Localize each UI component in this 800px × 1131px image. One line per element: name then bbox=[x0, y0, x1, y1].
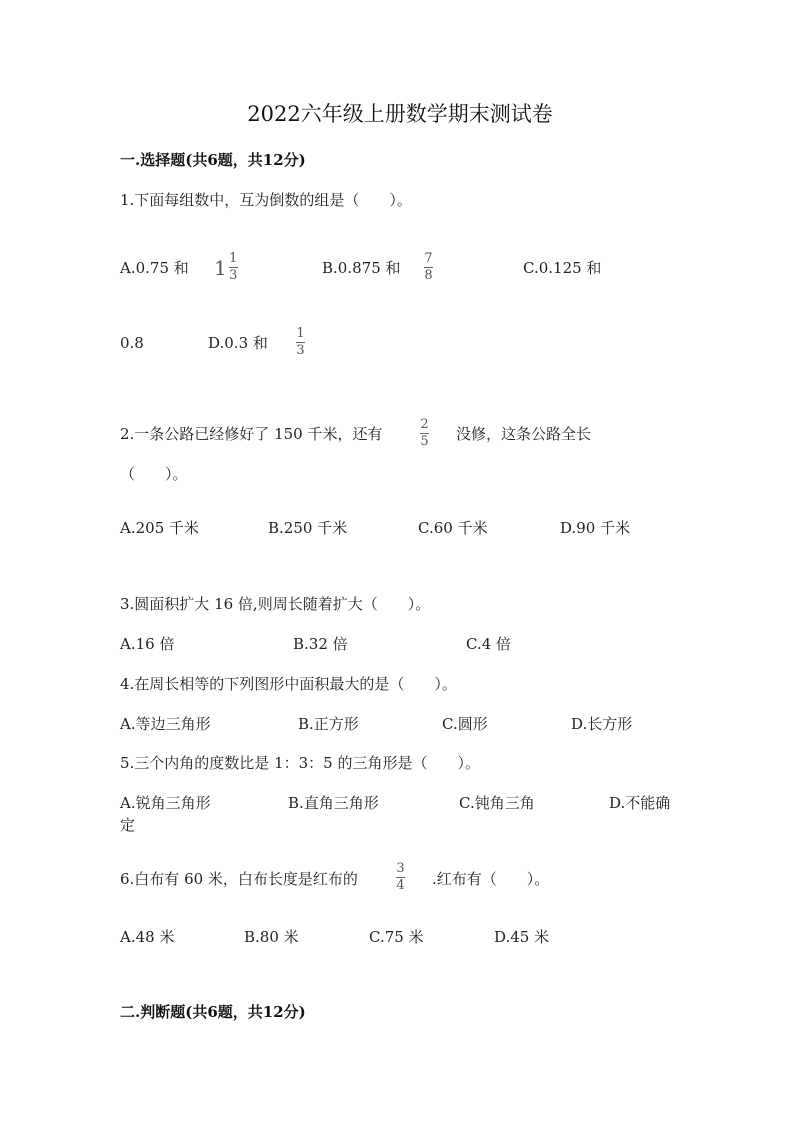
q6-option-d: D.45 米 bbox=[494, 928, 550, 946]
q6-option-c: C.75 米 bbox=[369, 928, 424, 946]
q5-option-b: B.直角三角形 bbox=[288, 794, 379, 812]
question-1-stem: 1.下面每组数中，互为倒数的组是（ ）。 bbox=[120, 191, 412, 209]
q4-option-a: A.等边三角形 bbox=[120, 715, 211, 733]
q3-option-b: B.32 倍 bbox=[293, 635, 348, 653]
numerator: 1 bbox=[296, 326, 305, 341]
denominator: 8 bbox=[424, 268, 433, 283]
question-6-stem-after: .红布有（ ）。 bbox=[432, 870, 550, 888]
q1-option-c: C.0.125 和 bbox=[523, 259, 602, 277]
question-6-stem: 6.白布有 60 米，白布长度是红布的 bbox=[120, 870, 358, 888]
numerator: 3 bbox=[396, 861, 405, 876]
numerator: 7 bbox=[424, 251, 433, 266]
question-2-stem-after: 没修，这条公路全长 bbox=[456, 425, 592, 443]
q5-option-c: C.钝角三角 bbox=[459, 794, 535, 812]
q5-option-d-continued: 定 bbox=[120, 816, 136, 834]
question-5-stem: 5.三个内角的度数比是 1：3：5 的三角形是（ ）。 bbox=[120, 754, 480, 772]
question-2-stem: 2.一条公路已经修好了 150 千米，还有 bbox=[120, 425, 383, 443]
q1-option-b: B.0.875 和 bbox=[322, 259, 401, 277]
denominator: 3 bbox=[296, 343, 305, 358]
q4-option-d: D.长方形 bbox=[571, 715, 633, 733]
q2-option-c: C.60 千米 bbox=[418, 519, 488, 537]
section-heading-judgment: 二.判断题(共6题，共12分) bbox=[120, 1003, 306, 1021]
denominator: 5 bbox=[420, 434, 429, 449]
q3-option-c: C.4 倍 bbox=[466, 635, 512, 653]
q1-option-a: A.0.75 和 bbox=[120, 259, 189, 277]
denominator: 4 bbox=[396, 878, 405, 893]
q2-option-a: A.205 千米 bbox=[120, 519, 199, 537]
numerator: 1 bbox=[229, 251, 238, 266]
q6-option-b: B.80 米 bbox=[244, 928, 299, 946]
question-4-stem: 4.在周长相等的下列图形中面积最大的是（ ）。 bbox=[120, 675, 457, 693]
q1-option-d: D.0.3 和 bbox=[208, 334, 268, 352]
q4-option-b: B.正方形 bbox=[298, 715, 359, 733]
q6-fraction bbox=[396, 862, 405, 893]
q2-fraction bbox=[420, 418, 429, 449]
q6-option-a: A.48 米 bbox=[120, 928, 175, 946]
denominator: 3 bbox=[229, 268, 238, 283]
q2-option-b: B.250 千米 bbox=[268, 519, 348, 537]
q5-option-a: A.锐角三角形 bbox=[120, 794, 211, 812]
question-3-stem: 3.圆面积扩大 16 倍,则周长随着扩大（ ）。 bbox=[120, 595, 431, 613]
q4-option-c: C.圆形 bbox=[442, 715, 488, 733]
page-title: 2022六年级上册数学期末测试卷 bbox=[247, 102, 553, 126]
question-2-stem-line2: （ ）。 bbox=[120, 465, 188, 483]
q1-option-c-continued: 0.8 bbox=[120, 334, 144, 352]
numerator: 2 bbox=[420, 417, 429, 432]
q5-option-d: D.不能确 bbox=[609, 794, 671, 812]
q2-option-d: D.90 千米 bbox=[560, 519, 631, 537]
q3-option-a: A.16 倍 bbox=[120, 635, 175, 653]
fraction bbox=[229, 252, 238, 283]
q1-option-a-mixed-number bbox=[214, 252, 238, 283]
q1-option-d-fraction bbox=[296, 327, 305, 358]
mixed-whole: 1 bbox=[214, 255, 227, 280]
section-heading-choice: 一.选择题(共6题，共12分) bbox=[120, 151, 306, 169]
q1-option-b-fraction bbox=[424, 252, 433, 283]
